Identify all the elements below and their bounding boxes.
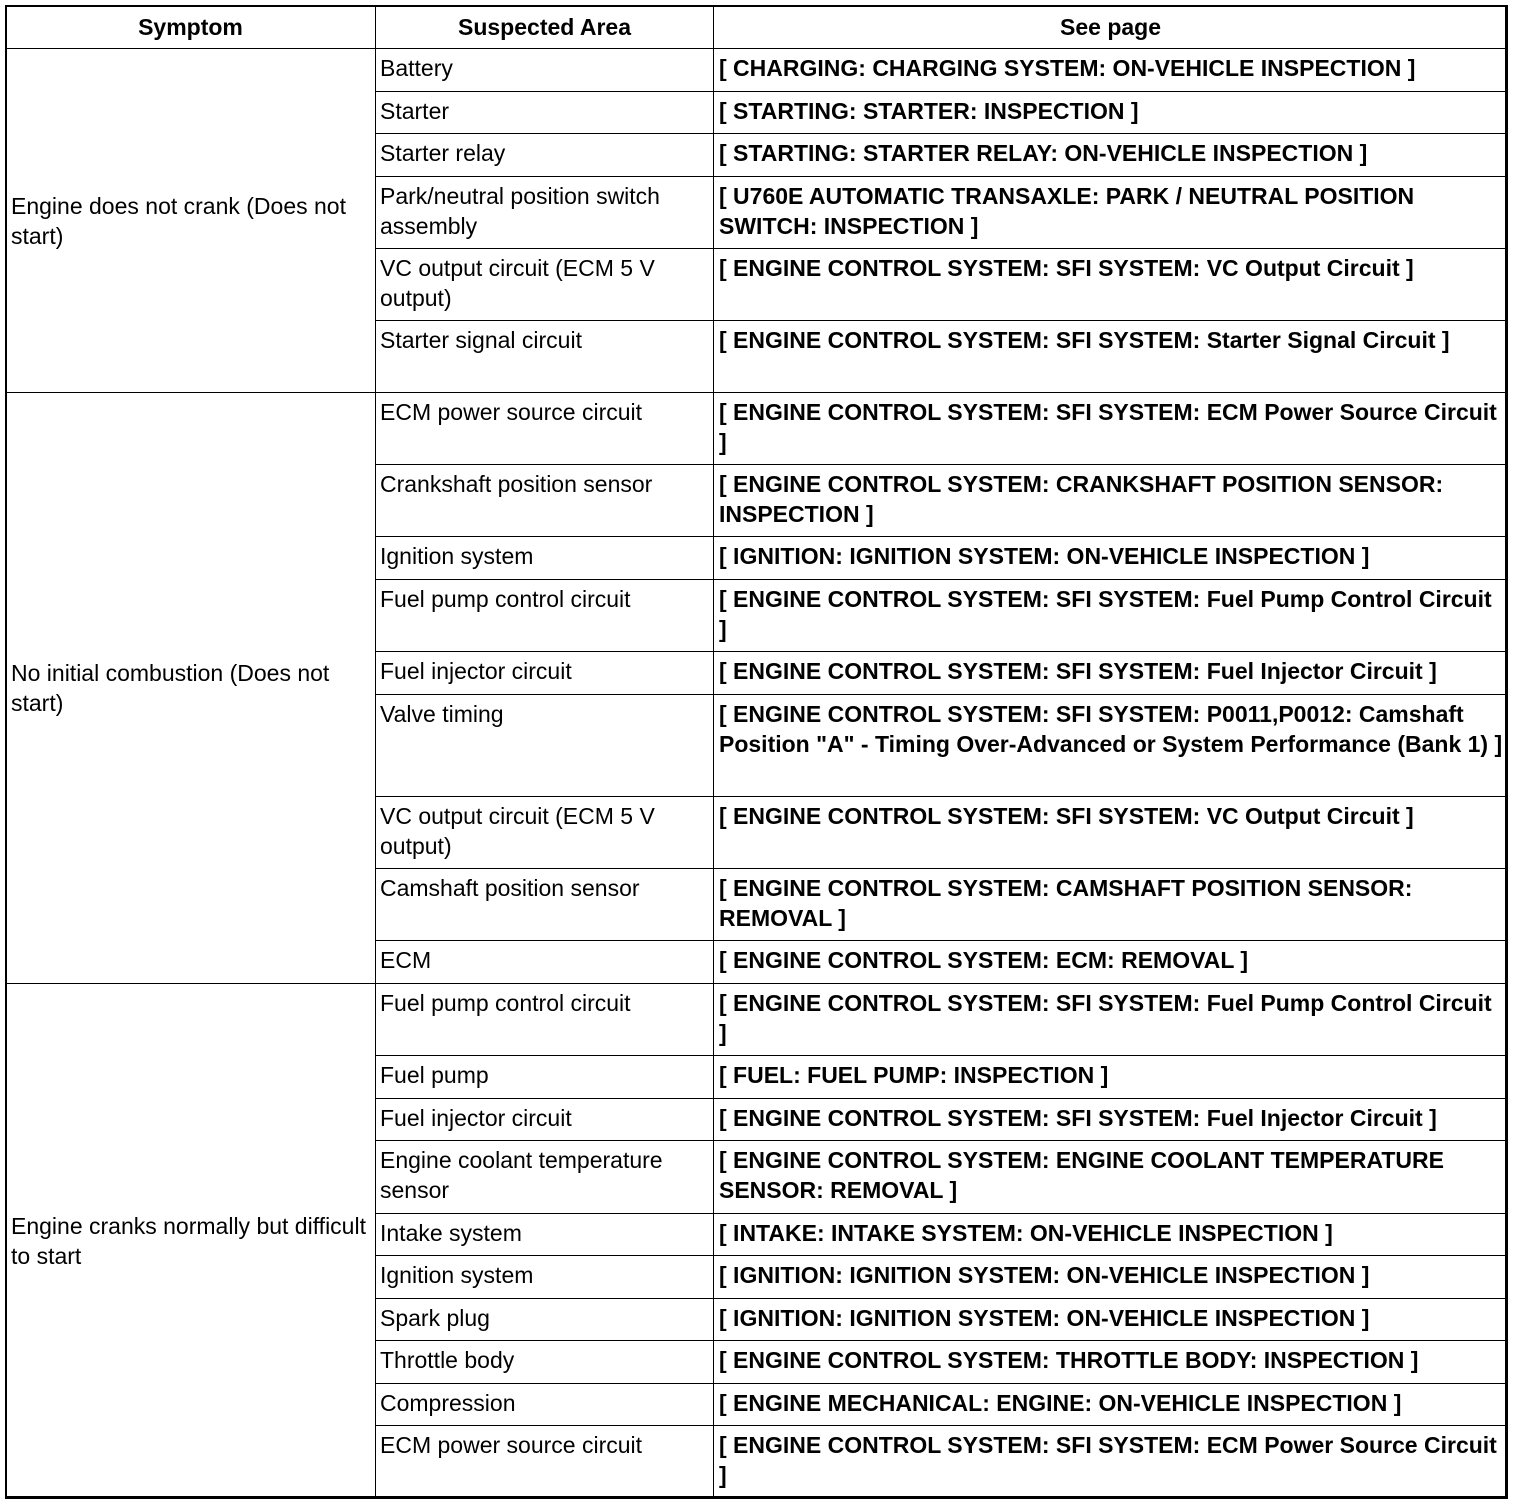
see-page-cell: [ ENGINE CONTROL SYSTEM: SFI SYSTEM: Fuel Pump Control Circuit ] xyxy=(714,984,1508,1056)
suspected-area-cell: Intake system xyxy=(376,1214,714,1256)
see-page-cell: [ ENGINE CONTROL SYSTEM: SFI SYSTEM: ECM Power Source Circuit ] xyxy=(714,393,1508,465)
see-page-cell: [ ENGINE CONTROL SYSTEM: SFI SYSTEM: Starter Signal Circuit ] xyxy=(714,321,1508,393)
suspected-area-cell: Camshaft position sensor xyxy=(376,869,714,941)
table-outer-border xyxy=(5,5,1507,1498)
see-page-cell: [ CHARGING: CHARGING SYSTEM: ON-VEHICLE INSPECTION ] xyxy=(714,49,1508,92)
suspected-area-cell: Engine coolant temperature sensor xyxy=(376,1141,714,1214)
suspected-area-cell: Ignition system xyxy=(376,1256,714,1299)
symptom-cell: No initial combustion (Does not start) xyxy=(6,393,376,984)
suspected-area-cell: Fuel pump control circuit xyxy=(376,984,714,1056)
header-symptom: Symptom xyxy=(6,6,376,49)
see-page-cell: [ ENGINE CONTROL SYSTEM: SFI SYSTEM: Fuel Pump Control Circuit ] xyxy=(714,580,1508,652)
suspected-area-cell: Starter signal circuit xyxy=(376,321,714,393)
see-page-cell: [ ENGINE CONTROL SYSTEM: SFI SYSTEM: P0011,P0012: Camshaft Position "A" - Timing Over-Advanced or System Performance (Bank 1) ] xyxy=(714,695,1508,797)
see-page-cell: [ ENGINE CONTROL SYSTEM: SFI SYSTEM: Fuel Injector Circuit ] xyxy=(714,652,1508,695)
suspected-area-cell: Valve timing xyxy=(376,695,714,797)
suspected-area-cell: Park/neutral position switch assembly xyxy=(376,177,714,249)
see-page-cell: [ INTAKE: INTAKE SYSTEM: ON-VEHICLE INSPECTION ] xyxy=(714,1214,1508,1256)
see-page-cell: [ ENGINE CONTROL SYSTEM: SFI SYSTEM: Fuel Injector Circuit ] xyxy=(714,1099,1508,1141)
header-see-page: See page xyxy=(714,6,1508,49)
see-page-cell: [ STARTING: STARTER RELAY: ON-VEHICLE INSPECTION ] xyxy=(714,134,1508,177)
suspected-area-cell: Throttle body xyxy=(376,1341,714,1384)
suspected-area-cell: Battery xyxy=(376,49,714,92)
suspected-area-cell: Compression xyxy=(376,1384,714,1426)
suspected-area-cell: Fuel injector circuit xyxy=(376,1099,714,1141)
suspected-area-cell: ECM xyxy=(376,941,714,984)
suspected-area-cell: VC output circuit (ECM 5 V output) xyxy=(376,797,714,869)
see-page-cell: [ ENGINE CONTROL SYSTEM: THROTTLE BODY: INSPECTION ] xyxy=(714,1341,1508,1384)
see-page-cell: [ ENGINE CONTROL SYSTEM: SFI SYSTEM: VC Output Circuit ] xyxy=(714,797,1508,869)
suspected-area-cell: Fuel pump control circuit xyxy=(376,580,714,652)
suspected-area-cell: Ignition system xyxy=(376,537,714,580)
see-page-cell: [ IGNITION: IGNITION SYSTEM: ON-VEHICLE INSPECTION ] xyxy=(714,537,1508,580)
suspected-area-cell: Starter xyxy=(376,92,714,134)
suspected-area-cell: Fuel pump xyxy=(376,1056,714,1099)
suspected-area-cell: Crankshaft position sensor xyxy=(376,465,714,537)
suspected-area-cell: ECM power source circuit xyxy=(376,1426,714,1499)
see-page-cell: [ IGNITION: IGNITION SYSTEM: ON-VEHICLE INSPECTION ] xyxy=(714,1256,1508,1299)
symptom-cell: Engine does not crank (Does not start) xyxy=(6,49,376,393)
see-page-cell: [ ENGINE MECHANICAL: ENGINE: ON-VEHICLE INSPECTION ] xyxy=(714,1384,1508,1426)
suspected-area-cell: ECM power source circuit xyxy=(376,393,714,465)
see-page-cell: [ ENGINE CONTROL SYSTEM: SFI SYSTEM: VC Output Circuit ] xyxy=(714,249,1508,321)
see-page-cell: [ ENGINE CONTROL SYSTEM: SFI SYSTEM: ECM Power Source Circuit ] xyxy=(714,1426,1508,1499)
see-page-cell: [ ENGINE CONTROL SYSTEM: ENGINE COOLANT TEMPERATURE SENSOR: REMOVAL ] xyxy=(714,1141,1508,1214)
suspected-area-cell: Spark plug xyxy=(376,1299,714,1341)
see-page-cell: [ ENGINE CONTROL SYSTEM: CAMSHAFT POSITION SENSOR: REMOVAL ] xyxy=(714,869,1508,941)
see-page-cell: [ FUEL: FUEL PUMP: INSPECTION ] xyxy=(714,1056,1508,1099)
see-page-cell: [ U760E AUTOMATIC TRANSAXLE: PARK / NEUTRAL POSITION SWITCH: INSPECTION ] xyxy=(714,177,1508,249)
suspected-area-cell: VC output circuit (ECM 5 V output) xyxy=(376,249,714,321)
see-page-cell: [ ENGINE CONTROL SYSTEM: CRANKSHAFT POSITION SENSOR: INSPECTION ] xyxy=(714,465,1508,537)
see-page-cell: [ STARTING: STARTER: INSPECTION ] xyxy=(714,92,1508,134)
suspected-area-cell: Fuel injector circuit xyxy=(376,652,714,695)
see-page-cell: [ IGNITION: IGNITION SYSTEM: ON-VEHICLE INSPECTION ] xyxy=(714,1299,1508,1341)
suspected-area-cell: Starter relay xyxy=(376,134,714,177)
header-suspected-area: Suspected Area xyxy=(376,6,714,49)
symptom-cell: Engine cranks normally but difficult to start xyxy=(6,984,376,1499)
see-page-cell: [ ENGINE CONTROL SYSTEM: ECM: REMOVAL ] xyxy=(714,941,1508,984)
